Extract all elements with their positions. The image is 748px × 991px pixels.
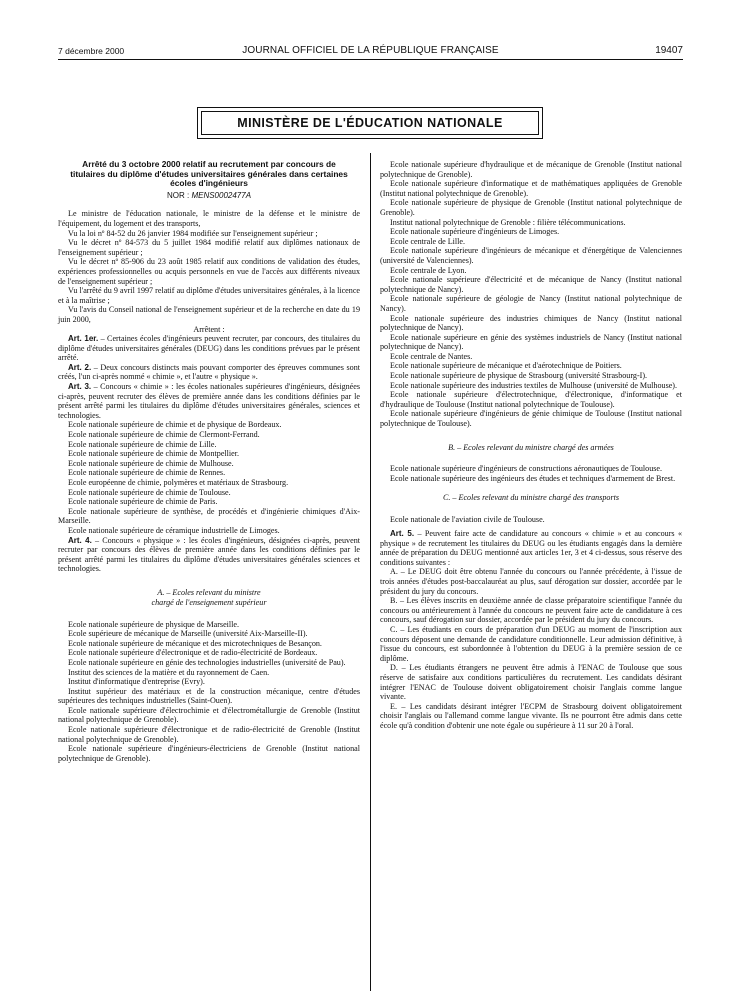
paragraph-item: Ecole nationale supérieure de chimie de Toulouse. [68, 487, 231, 497]
paragraph-item: D. – Les étudiants étrangers ne peuvent être admis à l'ENAC de Toulouse que sous réserve de satisfaire aux conditions particulières du recrutement. Les candidats désirant intégrer l'ENAC de Toulouse doivent obligatoirement choisir l'anglais comme langue vivante. [380, 663, 682, 702]
paragraph-item: Ecole nationale supérieure en génie des technologies industrielles (université de Pau). [68, 657, 346, 667]
nor-reference [58, 191, 360, 201]
paragraph-item: Ecole nationale supérieure d'électricité et de mécanique de Nancy (Institut national polytechnique de Nancy). [380, 275, 682, 294]
paragraph-item: Ecole nationale supérieure de physique de Grenoble (Institut national polytechnique de Grenoble). [380, 198, 682, 217]
paragraph-item: Ecole nationale supérieure d'électronique et de radio-électricité de Grenoble (Institut national polytechnique de Grenoble). [58, 725, 360, 744]
page-number: 19407 [655, 45, 683, 56]
paragraph-item: Le ministre de l'éducation nationale, le ministre de la défense et le ministre de l'équipement, du logement et des transports, [58, 209, 360, 228]
section-b-school-list [380, 464, 682, 483]
article-5-label: Art. 5. [390, 529, 415, 538]
paragraph-item: Ecole nationale supérieure d'ingénieurs de Limoges. [390, 227, 560, 237]
article-4 [58, 536, 360, 574]
paragraph-item: Institut supérieur des matériaux et de la construction mécanique, centre d'études supérieures des techniques industrielles (Saint-Ouen). [58, 686, 360, 706]
paragraph-item: Ecole nationale de l'aviation civile de Toulouse. [390, 515, 545, 525]
article-5-conditions [380, 567, 682, 730]
header-rule [58, 59, 683, 60]
paragraph-item: E. – Les candidats désirant intégrer l'ECPM de Strasbourg doivent obligatoirement choisir l'anglais ou l'allemand comme langue vivante. Ils ne pourront être admis dans cette école qu'à condition d'obtenir une note égale ou supérieure à 11 sur 20 à l'oral. [380, 701, 682, 730]
paragraph-item: Ecole européenne de chimie, polymères et matériaux de Strasbourg. [68, 478, 289, 487]
paragraph-item: Ecole nationale supérieure de chimie de Mulhouse. [68, 458, 234, 468]
paragraph-item: Ecole supérieure de mécanique de Marseille (université Aix-Marseille-II). [68, 629, 308, 639]
paragraph-item: Ecole nationale supérieure d'électrotechnique, d'électronique, d'informatique et d'hydraulique de Toulouse (Institut national polytechnique de Toulouse). [380, 390, 682, 409]
paragraph-item: Ecole nationale supérieure d'électronique et de radio-électricité de Bordeaux. [68, 648, 318, 658]
paragraph-item: Ecole nationale supérieure d'informatique et de mathématiques appliquées de Grenoble (Institut national polytechnique de Grenoble). [380, 179, 682, 198]
right-column [380, 160, 682, 730]
paragraph-item: Ecole nationale supérieure de mécanique et des microtechniques de Besançon. [68, 638, 322, 648]
paragraph-item: Institut des sciences de la matière et du rayonnement de Caen. [68, 667, 270, 677]
paragraph-item: Ecole nationale supérieure de chimie de Montpellier. [68, 449, 240, 459]
paragraph-item: Institut d'informatique d'entreprise (Evry). [68, 677, 205, 687]
issue-date: 7 décembre 2000 [58, 46, 125, 56]
paragraph-item: B. – Les élèves inscrits en deuxième année de classe préparatoire scientifique l'année du concours ou antérieurement à l'année du concours ne peuvent faire acte de candidature à ces concours, sauf dérogation sur dossier, accordée par le président du jury du concours. [380, 596, 682, 625]
paragraph-item: Ecole centrale de Nantes. [390, 351, 473, 361]
article-1-text: – Certaines écoles d'ingénieurs peuvent recruter, par concours, des titulaires du diplôme d'études universitaires générales (DEUG) dans les conditions prévues par le présent arrêté. [58, 334, 360, 363]
article-3 [58, 382, 360, 420]
article-1 [58, 334, 360, 363]
article-5 [380, 529, 682, 567]
paragraph-item: Ecole nationale supérieure de chimie de Paris. [68, 497, 218, 507]
journal-title: JOURNAL OFFICIEL DE LA RÉPUBLIQUE FRANÇAISE [242, 45, 499, 56]
chimie-school-list [58, 420, 360, 535]
paragraph-item: Ecole nationale supérieure de physique de Marseille. [68, 619, 240, 629]
section-a-heading [58, 588, 360, 608]
section-c-school-list [380, 515, 682, 525]
paragraph-item: C. – Les étudiants en cours de préparation d'un DEUG au moment de l'inscription aux concours déposent une demande de candidature conditionnelle. Leur admission définitive, à l'issue du concours, est subordonnée à l'obtention du DEUG à la première session de ce diplôme. [380, 624, 682, 663]
paragraph-item: Ecole nationale supérieure d'ingénieurs de génie chimique de Toulouse (Institut national polytechnique de Toulouse). [380, 409, 682, 429]
section-a-heading-line-1: A. – Ecoles relevant du ministre [157, 587, 261, 597]
paragraph-item: Ecole nationale supérieure des ingénieurs des études et techniques d'armement de Brest. [390, 474, 676, 484]
paragraph-item: Ecole nationale supérieure de chimie de Clermont-Ferrand. [68, 430, 260, 440]
paragraph-item: Institut national polytechnique de Grenoble : filière télécommunications. [390, 217, 626, 227]
paragraph-item: Ecole centrale de Lyon. [390, 265, 467, 275]
paragraph-item: Ecole nationale supérieure d'hydraulique et de mécanique de Grenoble (Institut national polytechnique de Grenoble). [380, 160, 682, 179]
section-a-school-list [58, 620, 360, 764]
article-2-label: Art. 2. [68, 362, 92, 372]
paragraph-item: A. – Le DEUG doit être obtenu l'année du concours ou l'année précédente, à l'issue de trois années d'études post-baccalauréat au plus, sauf dérogation sur dossier, accordée par le président du jury du concours. [380, 567, 682, 596]
paragraph-item: Ecole nationale supérieure de géologie de Nancy (Institut national polytechnique de Nancy). [380, 294, 682, 313]
article-2 [58, 363, 360, 382]
paragraph-item: Ecole nationale supérieure de chimie de Lille. [68, 439, 217, 449]
column-divider [370, 153, 371, 991]
article-1-label: Art. 1er. [68, 334, 99, 344]
page-header [58, 44, 683, 58]
paragraph-item: Ecole centrale de Lille. [390, 236, 466, 246]
article-4-text: – Concours « physique » : les écoles d'ingénieurs, désignées ci-après, peuvent recruter par concours des élèves de première année dans les conditions définies par le présent arrêté parmi les titulaires du diplôme d'études universitaires générales sciences et technologies. [58, 535, 360, 574]
paragraph-item: Vu le décret nº 84-573 du 5 juillet 1984 modifié relatif aux diplômes nationaux de l'enseignement supérieur ; [58, 238, 360, 257]
paragraph-item: Ecole nationale supérieure en génie des systèmes industriels de Nancy (Institut national polytechnique de Nancy). [380, 332, 682, 352]
paragraph-item: Ecole nationale supérieure d'ingénieurs de mécanique et d'énergétique de Valenciennes (université de Valenciennes). [380, 246, 682, 265]
paragraph-item: Ecole nationale supérieure de mécanique et d'aérotechnique de Poitiers. [390, 361, 622, 371]
paragraph-item: Ecole nationale supérieure des industries chimiques de Nancy (Institut national polytechnique de Nancy). [380, 313, 682, 333]
paragraph-item: Ecole nationale supérieure des industries textiles de Mulhouse (université de Mulhouse). [390, 380, 678, 390]
preamble [58, 209, 360, 324]
left-column [58, 160, 360, 763]
paragraph-item: Vu l'avis du Conseil national de l'enseignement supérieur et de la recherche en date du 19 juin 2000, [58, 305, 360, 324]
nor-code: MENS0002477A [191, 190, 252, 200]
nor-label: NOR : [166, 190, 190, 200]
article-3-text: – Concours « chimie » : les écoles nationales supérieures d'ingénieurs, désignées ci-après, peuvent recruter des élèves de première année dans les conditions définies par le présent arrêté parmi les titulaires du diplôme d'études universitaires générales, sciences et technologies. [58, 382, 361, 420]
paragraph-item: Ecole nationale supérieure d'ingénieurs-électriciens de Grenoble (Institut national polytechnique de Grenoble). [58, 744, 360, 763]
paragraph-item: Ecole nationale supérieure de céramique industrielle de Limoges. [68, 525, 280, 535]
paragraph-item: Ecole nationale supérieure de synthèse, de procédés et d'ingénierie chimiques d'Aix-Marseille. [58, 506, 360, 526]
article-4-label: Art. 4. [68, 535, 92, 545]
section-a-school-list-continued [380, 160, 682, 429]
arretent-line: Arrêtent : [193, 324, 225, 334]
article-5-text: – Peuvent faire acte de candidature au concours « chimie » et au concours « physique » de recrutement les titulaires du DEUG ou les étudiants engagés dans la dernière année de préparation du DEUG mentionné aux articles 1er, 3 et 4 ci-dessus, sous réserve des conditions suivantes : [380, 529, 683, 567]
article-2-text: – Deux concours distincts mais pouvant comporter des épreuves communes sont créés, l'un ci-après nommé « chimie », et l'autre « physique ». [58, 362, 360, 382]
paragraph-item: Ecole nationale supérieure de chimie et de physique de Bordeaux. [68, 420, 282, 430]
paragraph-item: Vu le décret nº 85-906 du 23 août 1985 relatif aux conditions de validation des études, expériences professionnelles ou acquis personnels en vue de l'accès aux différents niveaux de l'enseignement supérieur ; [58, 257, 360, 286]
article-3-label: Art. 3. [68, 382, 92, 392]
decree-title: Arrêté du 3 octobre 2000 relatif au recrutement par concours de titulaires du diplôme d'études universitaires générales dans certaines écoles d'ingénieurs [70, 159, 348, 189]
paragraph-item: Ecole nationale supérieure d'électrochimie et d'électrométallurgie de Grenoble (Institut national polytechnique de Grenoble). [58, 705, 360, 725]
paragraph-item: Vu l'arrêté du 9 avril 1997 relatif au diplôme d'études universitaires générales, à la licence et à la maîtrise ; [58, 286, 360, 305]
paragraph-item: Ecole nationale supérieure de physique de Strasbourg (université Strasbourg-I). [390, 371, 648, 381]
section-c-heading: C. – Ecoles relevant du ministre chargé des transports [442, 492, 620, 502]
ministry-title: MINISTÈRE DE L'ÉDUCATION NATIONALE [201, 111, 539, 135]
section-b-heading: B. – Ecoles relevant du ministre chargé des armées [448, 442, 614, 452]
ministry-box [197, 107, 543, 139]
paragraph-item: Ecole nationale supérieure de chimie de Rennes. [68, 468, 226, 478]
paragraph-item: Ecole nationale supérieure d'ingénieurs de constructions aéronautiques de Toulouse. [390, 464, 663, 474]
paragraph-item: Vu la loi nº 84-52 du 26 janvier 1984 modifiée sur l'enseignement supérieur ; [68, 228, 318, 238]
section-a-heading-line-2: chargé de l'enseignement supérieur [151, 597, 267, 607]
